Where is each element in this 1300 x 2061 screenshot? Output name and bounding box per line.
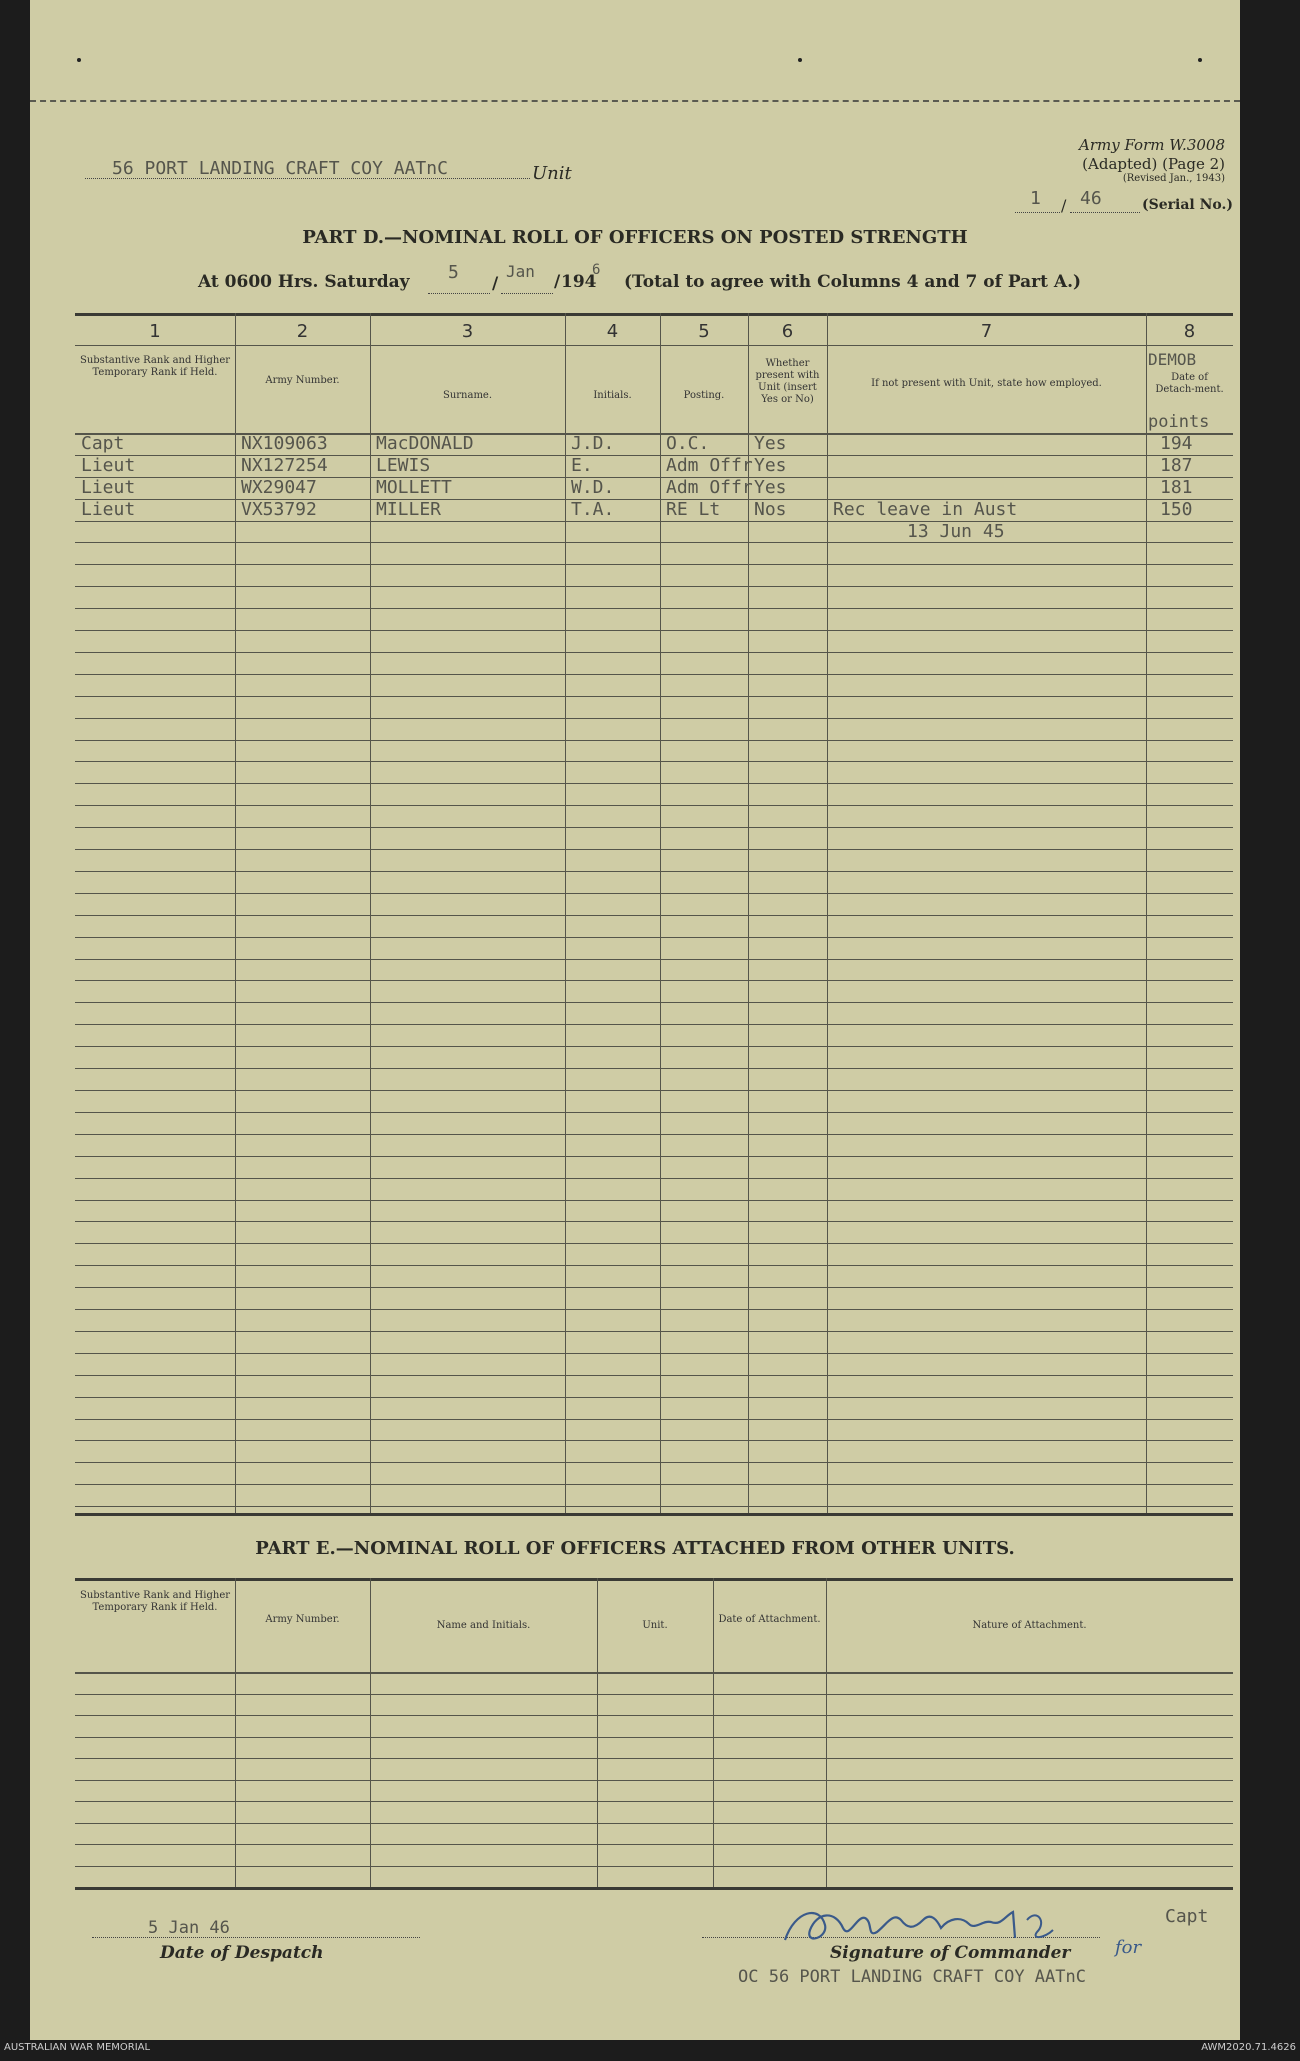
ruled-line <box>75 1462 1233 1463</box>
ruled-line <box>75 1156 1233 1157</box>
table-cell-number: NX109063 <box>241 433 328 454</box>
ruled-line <box>75 1715 1233 1716</box>
column-header: Posting. <box>683 390 725 401</box>
column-number: 5 <box>698 321 710 342</box>
ruled-line <box>75 1287 1233 1288</box>
table-cell-posting: O.C. <box>666 433 710 454</box>
column-divider <box>660 313 661 1513</box>
column-number: 4 <box>606 321 619 342</box>
commander-unit: OC 56 PORT LANDING CRAFT COY AATnC <box>738 1967 1086 1987</box>
serial-label: (Serial No.) <box>1142 197 1233 213</box>
ruled-line <box>75 1397 1233 1398</box>
column-header: Date of Attachment. <box>718 1614 821 1625</box>
unit-value: 56 PORT LANDING CRAFT COY AATnC <box>112 158 448 179</box>
column-divider <box>235 1578 236 1887</box>
serial-line-1 <box>1015 212 1060 213</box>
ruled-line <box>75 608 1233 609</box>
column-divider <box>370 313 371 1513</box>
part-e-title: PART E.—NOMINAL ROLL OF OFFICERS ATTACHED FROM OTHER UNITS. <box>255 1538 1015 1559</box>
col8-typed-top: DEMOB <box>1148 350 1197 369</box>
header-rule <box>75 1672 1233 1674</box>
column-header: Whether present with Unit (insert Yes or No) <box>755 358 820 405</box>
ruled-line <box>75 521 1233 522</box>
table-cell-rank: Lieut <box>81 455 136 476</box>
column-header: Army Number. <box>265 375 340 386</box>
column-divider <box>826 1578 827 1887</box>
serial-line-2 <box>1070 212 1140 213</box>
despatch-label: Date of Despatch <box>160 1943 324 1963</box>
perforation-line <box>30 100 1240 102</box>
col8-typed-bottom: points <box>1148 412 1210 432</box>
ruled-line <box>75 1112 1233 1113</box>
at-prefix: At 0600 Hrs. Saturday <box>198 272 410 292</box>
table-cell-number: WX29047 <box>241 477 317 498</box>
ruled-line <box>75 1046 1233 1047</box>
column-header: Substantive Rank and Higher Temporary Rank if Held. <box>79 1590 231 1613</box>
for-mark: for <box>1115 1937 1142 1958</box>
column-header: Nature of Attachment. <box>972 1620 1087 1631</box>
ruled-line <box>75 1440 1233 1441</box>
column-divider <box>597 1578 598 1887</box>
ruled-line <box>75 630 1233 631</box>
column-divider <box>1146 313 1147 1513</box>
ruled-line <box>75 674 1233 675</box>
column-header: Army Number. <box>265 1614 340 1625</box>
table-cell-surname: MOLLETT <box>376 477 452 498</box>
ruled-line <box>75 959 1233 960</box>
ruled-line <box>75 718 1233 719</box>
column-number: 3 <box>461 321 474 342</box>
despatch-line <box>92 1937 420 1938</box>
commander-rank: Capt <box>1165 1906 1209 1927</box>
ruled-line <box>75 761 1233 762</box>
ruled-line <box>75 1243 1233 1244</box>
ruled-line <box>75 740 1233 741</box>
punch-dot <box>77 58 81 62</box>
ruled-line <box>75 1844 1233 1845</box>
year-digit: 6 <box>592 262 601 278</box>
part-d-title: PART D.—NOMINAL ROLL OF OFFICERS ON POSTED STRENGTH <box>302 227 968 248</box>
signature-label: Signature of Commander <box>830 1943 1071 1963</box>
ruled-line <box>75 980 1233 981</box>
column-header: Date of Detach-ment. <box>1155 372 1224 395</box>
table-cell-surname: MacDONALD <box>376 433 474 454</box>
table-cell-employed: Rec leave in Aust <box>833 499 1018 520</box>
day-value: 5 <box>448 262 459 283</box>
table-cell-present: Yes <box>754 477 787 498</box>
ruled-line <box>75 1866 1233 1867</box>
ruled-line <box>75 1375 1233 1376</box>
table-cell-points: 194 <box>1160 433 1193 454</box>
table-cell-posting: Adm Offr <box>666 455 753 476</box>
day-line <box>428 293 490 294</box>
table-cell-number: NX127254 <box>241 455 328 476</box>
punch-dot <box>1198 58 1202 62</box>
column-header: Initials. <box>593 390 632 401</box>
column-number: 1 <box>149 321 161 342</box>
table-cell-present: Nos <box>754 499 787 520</box>
ruled-line <box>75 1419 1233 1420</box>
ruled-line <box>75 1200 1233 1201</box>
form-id: Army Form W.3008 <box>1079 136 1225 154</box>
table-cell-surname: MILLER <box>376 499 442 520</box>
total-note: (Total to agree with Columns 4 and 7 of Part A.) <box>624 272 1082 292</box>
column-number: 7 <box>980 321 993 342</box>
unit-label: Unit <box>532 163 572 184</box>
ruled-line <box>75 564 1233 565</box>
ruled-line <box>75 1694 1233 1695</box>
ruled-line <box>75 1068 1233 1069</box>
ruled-line <box>75 1801 1233 1802</box>
table-cell-surname: LEWIS <box>376 455 431 476</box>
column-header: Substantive Rank and Higher Temporary Rank if Held. <box>79 355 231 378</box>
serial-number: 1 <box>1030 188 1041 209</box>
ruled-line <box>75 915 1233 916</box>
ruled-line <box>75 1484 1233 1485</box>
column-divider <box>370 1578 371 1887</box>
table-cell-initials: T.A. <box>571 499 615 520</box>
table-cell-employed-cont: 13 Jun 45 <box>907 521 1005 542</box>
table-cell-initials: E. <box>571 455 593 476</box>
number-row-rule <box>75 345 1233 346</box>
form-sheet <box>30 0 1240 2040</box>
ruled-line <box>75 696 1233 697</box>
column-number: 2 <box>296 321 309 342</box>
ruled-line <box>75 1737 1233 1738</box>
table-bottom-rule <box>75 1513 1233 1516</box>
month-line <box>501 293 553 294</box>
date-slash-1: / <box>492 274 499 294</box>
column-divider <box>565 313 566 1513</box>
ruled-line <box>75 1090 1233 1091</box>
table-cell-posting: Adm Offr <box>666 477 753 498</box>
column-header: If not present with Unit, state how employed. <box>871 378 1102 389</box>
table-top-rule <box>75 1578 1233 1581</box>
ruled-line <box>75 1265 1233 1266</box>
table-cell-points: 181 <box>1160 477 1193 498</box>
table-cell-initials: W.D. <box>571 477 615 498</box>
serial-slash: / <box>1061 196 1067 215</box>
table-cell-rank: Capt <box>81 433 125 454</box>
ruled-line <box>75 1221 1233 1222</box>
form-adapted: (Adapted) (Page 2) <box>1082 155 1225 173</box>
ruled-line <box>75 849 1233 850</box>
ruled-line <box>75 1353 1233 1354</box>
ruled-line <box>75 652 1233 653</box>
ruled-line <box>75 542 1233 543</box>
column-number: 6 <box>781 321 794 342</box>
ruled-line <box>75 1758 1233 1759</box>
ruled-line <box>75 1780 1233 1781</box>
month-value: Jan <box>506 262 535 281</box>
ruled-line <box>75 1331 1233 1332</box>
date-slash-2: / <box>554 272 561 292</box>
ruled-line <box>75 1134 1233 1135</box>
ruled-line <box>75 893 1233 894</box>
ruled-line <box>75 805 1233 806</box>
ruled-line <box>75 827 1233 828</box>
ruled-line <box>75 783 1233 784</box>
ruled-line <box>75 1309 1233 1310</box>
column-number: 8 <box>1183 321 1196 342</box>
column-header: Unit. <box>642 1620 668 1631</box>
column-divider <box>713 1578 714 1887</box>
table-cell-present: Yes <box>754 433 787 454</box>
ruled-line <box>75 1024 1233 1025</box>
table-cell-rank: Lieut <box>81 499 136 520</box>
table-cell-points: 150 <box>1160 499 1193 520</box>
column-divider <box>827 313 828 1513</box>
despatch-date: 5 Jan 46 <box>148 1918 230 1938</box>
table-cell-number: VX53792 <box>241 499 317 520</box>
ruled-line <box>75 1178 1233 1179</box>
ruled-line <box>75 1002 1233 1003</box>
form-revised: (Revised Jan., 1943) <box>1122 173 1225 184</box>
table-cell-posting: RE Lt <box>666 499 721 520</box>
column-header: Surname. <box>442 390 493 401</box>
serial-year: 46 <box>1080 188 1102 209</box>
punch-dot <box>798 58 802 62</box>
year-print: 194 <box>561 272 597 292</box>
ruled-line <box>75 1506 1233 1507</box>
column-header: Name and Initials. <box>436 1620 531 1631</box>
archive-credit: AUSTRALIAN WAR MEMORIAL <box>4 2042 151 2053</box>
ruled-line <box>75 586 1233 587</box>
ruled-line <box>75 937 1233 938</box>
table-cell-initials: J.D. <box>571 433 615 454</box>
ruled-line <box>75 1823 1233 1824</box>
table-cell-rank: Lieut <box>81 477 136 498</box>
archive-id: AWM2020.71.4626 <box>1201 2042 1296 2053</box>
column-divider <box>235 313 236 1513</box>
table-top-rule <box>75 313 1233 316</box>
table-cell-points: 187 <box>1160 455 1193 476</box>
table-cell-present: Yes <box>754 455 787 476</box>
ruled-line <box>75 871 1233 872</box>
